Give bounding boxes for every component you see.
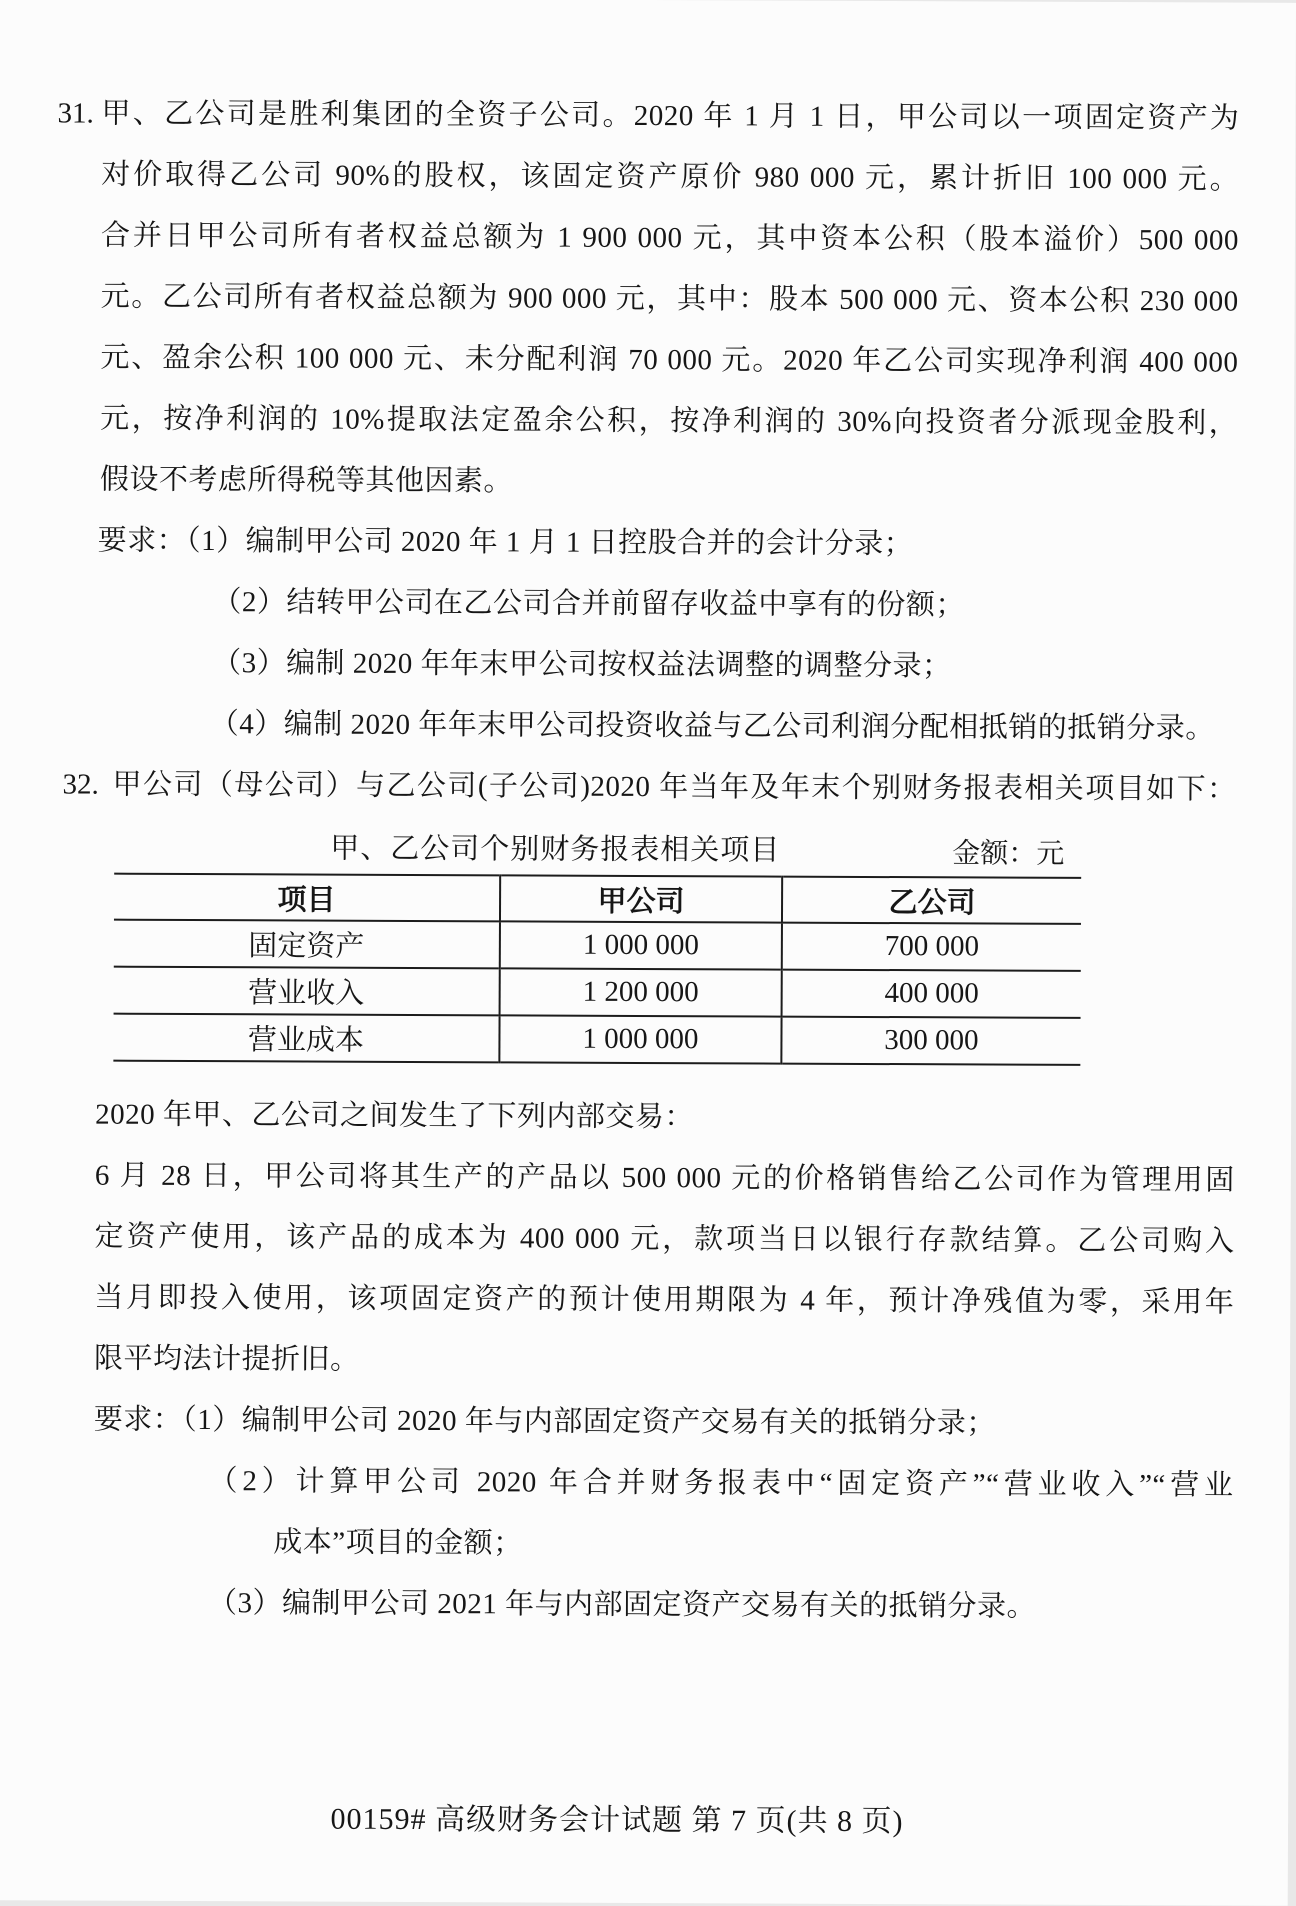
q32-body-line: 限平均法计提折旧。	[93, 1342, 360, 1376]
table-title: 甲、乙公司个别财务报表相关项目	[330, 832, 781, 867]
table-header-company-a: 甲公司	[500, 875, 782, 922]
q31-requirement: （4）编制 2020 年年末甲公司投资收益与乙公司利润分配相抵销的抵销分录。	[209, 708, 1215, 745]
q31-body-line: 合并日甲公司所有者权益总额为 1 900 000 元，其中资本公积（股本溢价）500 000	[100, 219, 1240, 257]
q31-body-line: 元、盈余公积 100 000 元、未分配利润 70 000 元。2020 年乙公司实现净利润 400 000	[100, 341, 1239, 379]
table-cell-company-a: 1 200 000	[500, 968, 782, 1016]
table-cell-company-b: 400 000	[884, 977, 979, 1010]
q31-body-line: 元，按净利润的 10%提取法定盈余公积，按净利润的 30%向投资者分派现金股利，	[100, 402, 1239, 440]
page-footer: 00159# 高级财务会计试题 第 7 页(共 8 页)	[330, 1802, 904, 1839]
q31-body-line: 元。乙公司所有者权益总额为 900 000 元，其中：股本 500 000 元、资本公积 230 000	[100, 280, 1239, 318]
table-unit-label: 金额：元	[952, 838, 1065, 870]
table-cell-item: 营业成本	[113, 1014, 499, 1063]
table-header-company-b: 乙公司	[888, 886, 976, 919]
q32-requirement: （2）计算甲公司 2020 年合并财务报表中“固定资产”“营业收入”“营业	[208, 1465, 1234, 1502]
q32-body-line: 2020 年甲、乙公司之间发生了下列内部交易：	[95, 1098, 694, 1134]
table-header-row	[114, 874, 1081, 924]
table-cell-item: 固定资产	[114, 920, 500, 969]
table-row	[114, 920, 1081, 971]
question-31-number: 31.	[57, 97, 94, 130]
q32-requirement: （3）编制甲公司 2021 年与内部固定资产交易有关的抵销分录。	[207, 1587, 1037, 1623]
q32-requirement: 要求：（1）编制甲公司 2020 年与内部固定资产交易有关的抵销分录；	[93, 1403, 996, 1440]
q32-body-line: 6 月 28 日，甲公司将其生产的产品以 500 000 元的价格销售给乙公司作为管理用固	[94, 1159, 1235, 1197]
q32-body-line: 定资产使用，该产品的成本为 400 000 元，款项当日以银行存款结算。乙公司购入	[94, 1220, 1235, 1258]
table-cell-item: 营业收入	[114, 967, 500, 1016]
question-32-number: 32.	[62, 768, 99, 801]
q31-body-line: 甲、乙公司是胜利集团的全资子公司。2020 年 1 月 1 日，甲公司以一项固定资产为	[101, 97, 1240, 135]
q31-body-line: 假设不考虑所得税等其他因素。	[99, 463, 513, 498]
financial-statements-table	[113, 873, 1081, 1066]
q31-requirement: （2）结转甲公司在乙公司合并前留存收益中享有的份额；	[212, 586, 965, 622]
table-cell-company-b: 700 000	[884, 930, 980, 963]
table-cell-company-b: 300 000	[884, 1024, 979, 1057]
q31-requirement: （3）编制 2020 年年末甲公司按权益法调整的调整分录；	[212, 647, 952, 683]
table-header-item: 项目	[114, 874, 500, 922]
table-row	[114, 967, 1081, 1018]
q32-body-line: 当月即投入使用，该项固定资产的预计使用期限为 4 年，预计净残值为零，采用年	[94, 1281, 1235, 1319]
q32-intro: 甲公司（母公司）与乙公司(子公司)2020 年当年及年末个别财务报表相关项目如下：	[112, 768, 1237, 806]
q31-body-line: 对价取得乙公司 90%的股权，该固定资产原价 980 000 元，累计折旧 100 000 元。	[101, 158, 1240, 196]
q32-requirement-continued: 成本”项目的金额；	[273, 1526, 523, 1560]
q31-requirement: 要求：（1）编制甲公司 2020 年 1 月 1 日控股合并的会计分录；	[97, 524, 914, 561]
table-cell-company-a: 1 000 000	[499, 1015, 781, 1063]
table-cell-company-a: 1 000 000	[500, 921, 782, 969]
table-row	[113, 1014, 1080, 1065]
